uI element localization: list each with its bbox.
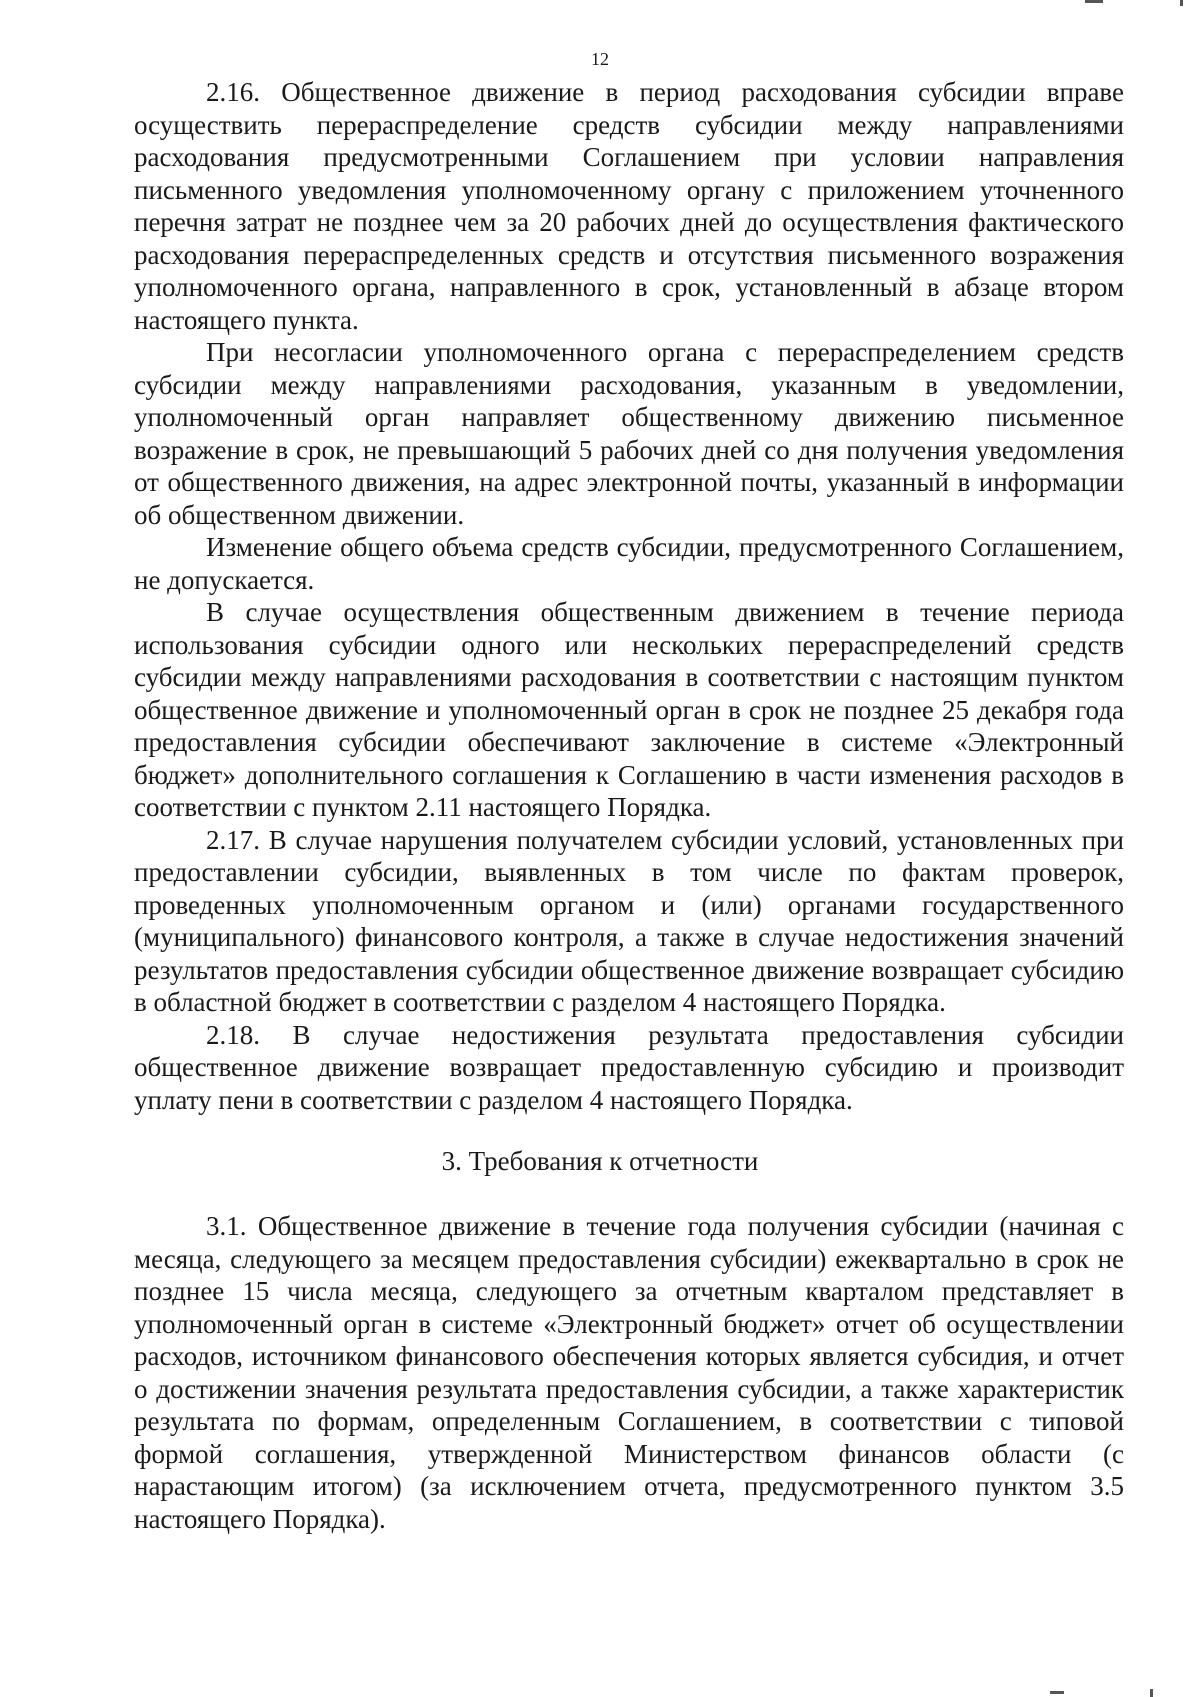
scan-artifact-bottom-right-2 xyxy=(1150,1689,1153,1697)
paragraph-2-16: 2.16. Общественное движение в период расходования субсидии вправе осуществить перераспределение средств субсидии между направлениями расходования предусмотренными Соглашением при условии направления письменного уведомления уполномоченному органу с приложением уточненного перечня затрат не позднее чем за 20 рабочих дней до осуществления фактического расходования перераспределенных средств и отсутствия письменного возражения уполномоченного органа, направленного в срок, установленный в абзаце втором настоящего пункта. xyxy=(134,77,1124,335)
page-number: 12 xyxy=(591,49,609,69)
paragraph-objection: При несогласии уполномоченного органа с перераспределением средств субсидии между направлениями расходования, указанным в уведомлении, уполномоченный орган направляет общественному движению письменное возражение в срок, не превышающий 5 рабочих дней со дня получения уведомления от общественного движения, на адрес электронной почты, указанный в информации об общественном движении. xyxy=(134,337,1124,530)
section-heading: 3. Требования к отчетности xyxy=(441,1146,759,1176)
paragraph-redistribution: В случае осуществления общественным движением в течение периода использования субсидии одного или нескольких перераспределений средств субсидии между направлениями расходования в соответствии с настоящим пунктом общественное движение и уполномоченный орган в срок не позднее 25 декабря года предоставления субсидии обеспечивают заключение в системе «Электронный бюджет» дополнительного соглашения к Соглашению в части изменения расходов в соответствии с пунктом 2.11 настоящего Порядка. xyxy=(134,597,1124,822)
paragraph-total-volume: Изменение общего объема средств субсидии, предусмотренного Соглашением, не допускается. xyxy=(134,532,1124,595)
paragraph-2-17: 2.17. В случае нарушения получателем субсидии условий, установленных при предоставлении субсидии, выявленных в том числе по фактам проверок, проведенных уполномоченным органом и (или) органами государственного (муниципального) финансового контроля, а также в случае недостижения значений результатов предоставления субсидии общественное движение возвращает субсидию в областной бюджет в соответствии с разделом 4 настоящего Порядка. xyxy=(134,824,1124,1017)
paragraph-3-1: 3.1. Общественное движение в течение года получения субсидии (начиная с месяца, следующего за месяцем предоставления субсидии) ежеквартально в срок не позднее 15 числа месяца, следующего за отчетным кварталом представляет в уполномоченный орган в системе «Электронный бюджет» отчет об осуществлении расходов, источником финансового обеспечения которых является субсидия, и отчет о достижении значения результата предоставления субсидии, а также характеристик результата по формам, определенным Соглашением, в соответствии с типовой формой соглашения, утвержденной Министерством финансов области (с нарастающим итогом) (за исключением отчета, предусмотренного пунктом 3.5 настоящего Порядка). xyxy=(134,1211,1124,1534)
document-body xyxy=(134,76,1124,1116)
paragraph-2-18: 2.18. В случае недостижения результата предоставления субсидии общественное движение возвращает предоставленную субсидию и производит уплату пени в соответствии с разделом 4 настоящего Порядка. xyxy=(134,1019,1124,1115)
section-body xyxy=(134,1210,1124,1535)
scan-artifact-top-right-2 xyxy=(1180,0,1183,6)
scan-artifact-top-right xyxy=(1085,0,1103,3)
scan-artifact-bottom-right xyxy=(1050,1691,1064,1694)
